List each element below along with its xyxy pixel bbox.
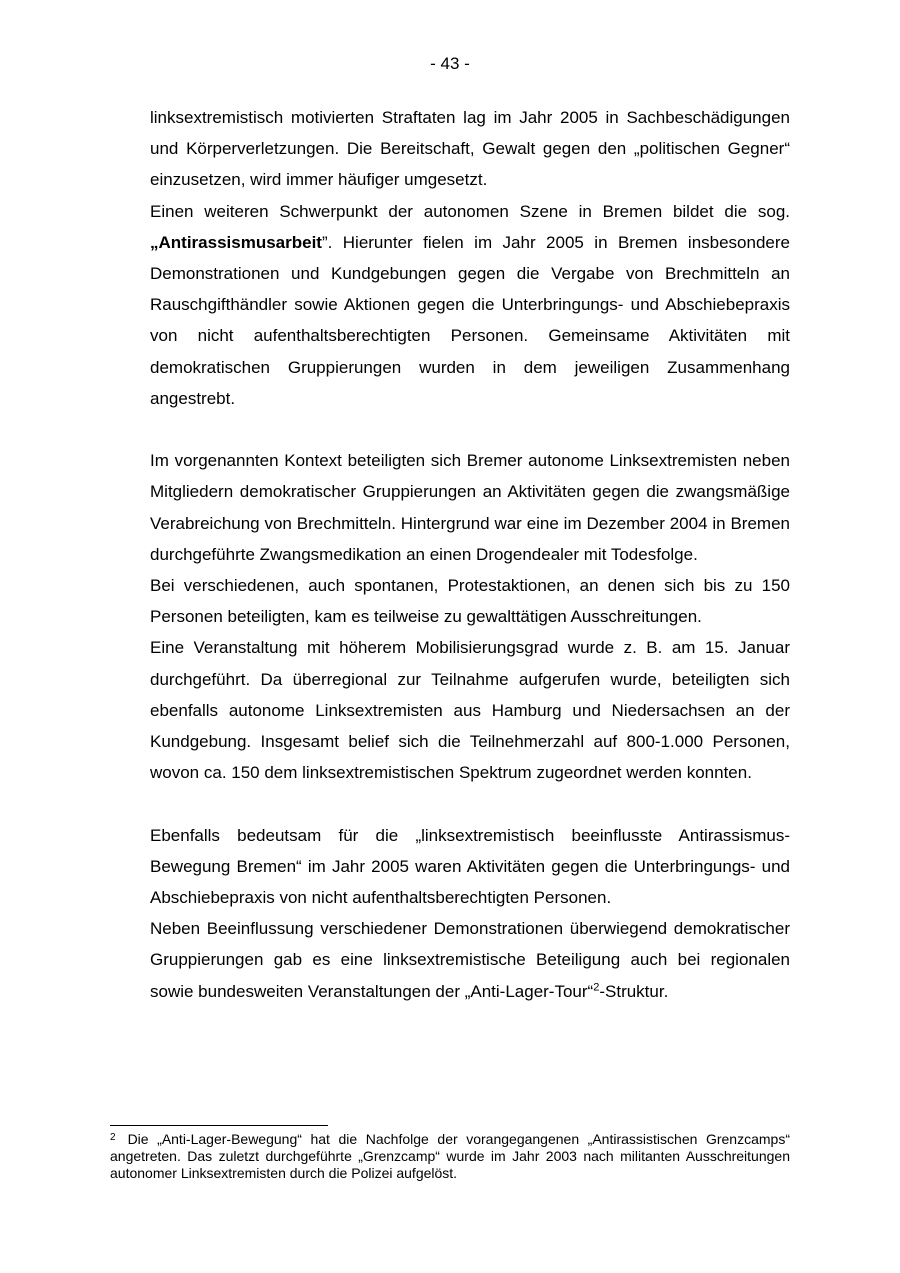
paragraph-4: Bei verschiedenen, auch spontanen, Protestaktionen, an denen sich bis zu 150 Personen beteiligten, kam es teilweise zu gewalttätigen Ausschreitungen. xyxy=(150,576,790,627)
paragraph-7 xyxy=(150,913,790,1007)
paragraph-2-start: Einen weiteren Schwerpunkt der autonomen Szene in Bremen bildet die sog. xyxy=(150,201,790,221)
paragraph-5: Eine Veranstaltung mit höherem Mobilisierungsgrad wurde z. B. am 15. Januar durchgeführt. Da überregional zur Teilnahme aufgerufen wurde, beteiligten sich ebenfalls autonome Linksextremisten aus Hamburg und Niedersachsen an der Kundgebung. Insgesamt belief sich die Teilnehmerzahl auf 800-1.000 Personen, wovon ca. 150 dem linksextremistischen Spektrum zugeordnet werden konnten. xyxy=(150,638,790,783)
footnote-divider xyxy=(110,1125,328,1126)
footnote-text: Die „Anti-Lager-Bewegung“ hat die Nachfolge der vorangegangenen „Antirassistischen Grenzcamps“ angetreten. Das zuletzt durchgeführte „Grenzcamp“ wurde im Jahr 2003 nach militanten Ausschreitungen autonomer Linksextremisten durch die Polizei aufgelöst. xyxy=(110,1131,790,1181)
paragraph-2-rest: ”. Hierunter fielen im Jahr 2005 in Bremen insbesondere Demonstrationen und Kundgebungen gegen die Vergabe von Brechmitteln an Rauschgifthändler sowie Aktionen gegen die Unterbringungs- und Abschiebepraxis von nicht aufenthaltsberechtigten Personen. Gemeinsame Aktivitäten mit demokratischen Gruppierungen wurden in dem jeweiligen Zusammenhang angestrebt. xyxy=(150,232,790,408)
paragraph-7-start: Neben Beeinflussung verschiedener Demonstrationen überwiegend demokratischer Gruppierungen gab es eine linksextremistische Beteiligung auch bei regionalen sowie bundesweiten Veranstaltungen der „Anti-Lager-Tour“ xyxy=(150,919,790,1001)
paragraph-1: linksextremistisch motivierten Straftaten lag im Jahr 2005 in Sachbeschädigungen und Körperverletzungen. Die Bereitschaft, Gewalt gegen den „politischen Gegner“ einzusetzen, wird immer häufiger umgesetzt. xyxy=(150,108,790,190)
footnote-reference[interactable]: 2 xyxy=(593,981,600,993)
paragraph-7-end: -Struktur. xyxy=(599,981,669,1001)
paragraph-3: Im vorgenannten Kontext beteiligten sich Bremer autonome Linksextremisten neben Mitgliedern demokratischer Gruppierungen an Aktivitäten gegen die zwangsmäßige Verabreichung von Brechmitteln. Hintergrund war eine im Dezember 2004 in Bremen durchgeführte Zwangsmedikation an einen Drogendealer mit Todesfolge. xyxy=(150,451,790,564)
antirassismusarbeit-term: „Antirassismusarbeit xyxy=(150,232,322,252)
paragraph-2 xyxy=(150,196,790,414)
page-number: - 43 - xyxy=(430,54,470,73)
footnote xyxy=(110,1131,790,1182)
footnote-marker: 2 xyxy=(110,1132,116,1143)
paragraph-6: Ebenfalls bedeutsam für die „linksextremistisch beeinflusste Antirassismus-Bewegung Bremen“ im Jahr 2005 waren Aktivitäten gegen die Unterbringungs- und Abschiebepraxis von nicht aufenthaltsberechtigten Personen. xyxy=(150,825,790,908)
body-text xyxy=(150,102,790,1007)
